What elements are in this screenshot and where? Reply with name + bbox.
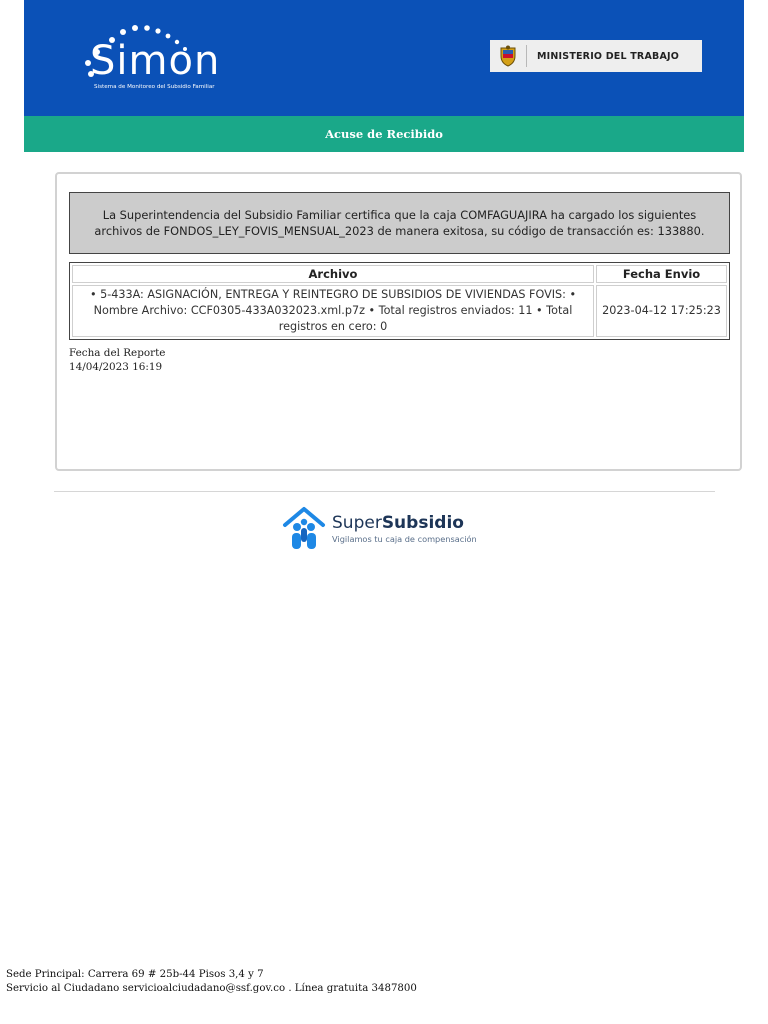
report-date-block	[69, 346, 165, 374]
ministry-divider	[526, 45, 527, 67]
simon-brand: Simon	[90, 38, 221, 84]
files-table	[69, 262, 730, 340]
name-bold: Subsidio	[381, 513, 464, 533]
report-date-value: 14/04/2023 16:19	[69, 361, 163, 373]
certification-notice: La Superintendencia del Subsidio Familiar certifica que la caja COMFAGUAJIRA ha cargado los siguientes archivos de FONDOS_LEY_FOVIS_MENSUAL_2023 de manera exitosa, su código de transacción es: 133880.	[69, 192, 730, 254]
footer-address: Sede Principal: Carrera 69 # 25b-44 Pisos 3,4 y 7	[6, 969, 264, 980]
band-title: Acuse de Recibido	[325, 127, 443, 141]
ministry-label: MINISTERIO DEL TRABAJO	[537, 50, 680, 62]
simon-logo	[82, 22, 232, 94]
cell-fecha-envio: 2023-04-12 17:25:23	[596, 285, 727, 337]
title-band	[24, 116, 744, 152]
supersubsidio-slogan: Vigilamos tu caja de compensación	[332, 534, 477, 544]
simon-tagline: Sistema de Monitoreo del Subsidio Familiar	[94, 84, 215, 90]
table-row	[72, 285, 727, 337]
receipt-card	[55, 172, 742, 471]
table-header-row	[72, 265, 727, 283]
supersubsidio-logo	[282, 505, 492, 553]
house-people-icon	[282, 505, 326, 551]
page-footer	[6, 968, 417, 996]
divider-line	[54, 491, 715, 492]
column-header-archivo: Archivo	[72, 265, 594, 283]
coat-of-arms-icon	[498, 45, 518, 67]
name-light: Super	[332, 513, 382, 533]
cell-archivo: • 5-433A: ASIGNACIÓN, ENTREGA Y REINTEGRO DE SUBSIDIOS DE VIVIENDAS FOVIS: • Nombre Archivo: CCF0305-433A032023.xml.p7z • Total registros enviados: 11 • Total registros en cero: 0	[72, 285, 594, 337]
column-header-fecha-envio: Fecha Envio	[596, 265, 727, 283]
supersubsidio-name	[332, 513, 464, 533]
footer-contact: Servicio al Ciudadano servicioalciudadano@ssf.gov.co . Línea gratuita 3487800	[6, 983, 417, 994]
ministry-logo	[490, 40, 702, 72]
page-header	[24, 0, 744, 116]
report-date-label: Fecha del Reporte	[69, 347, 166, 359]
